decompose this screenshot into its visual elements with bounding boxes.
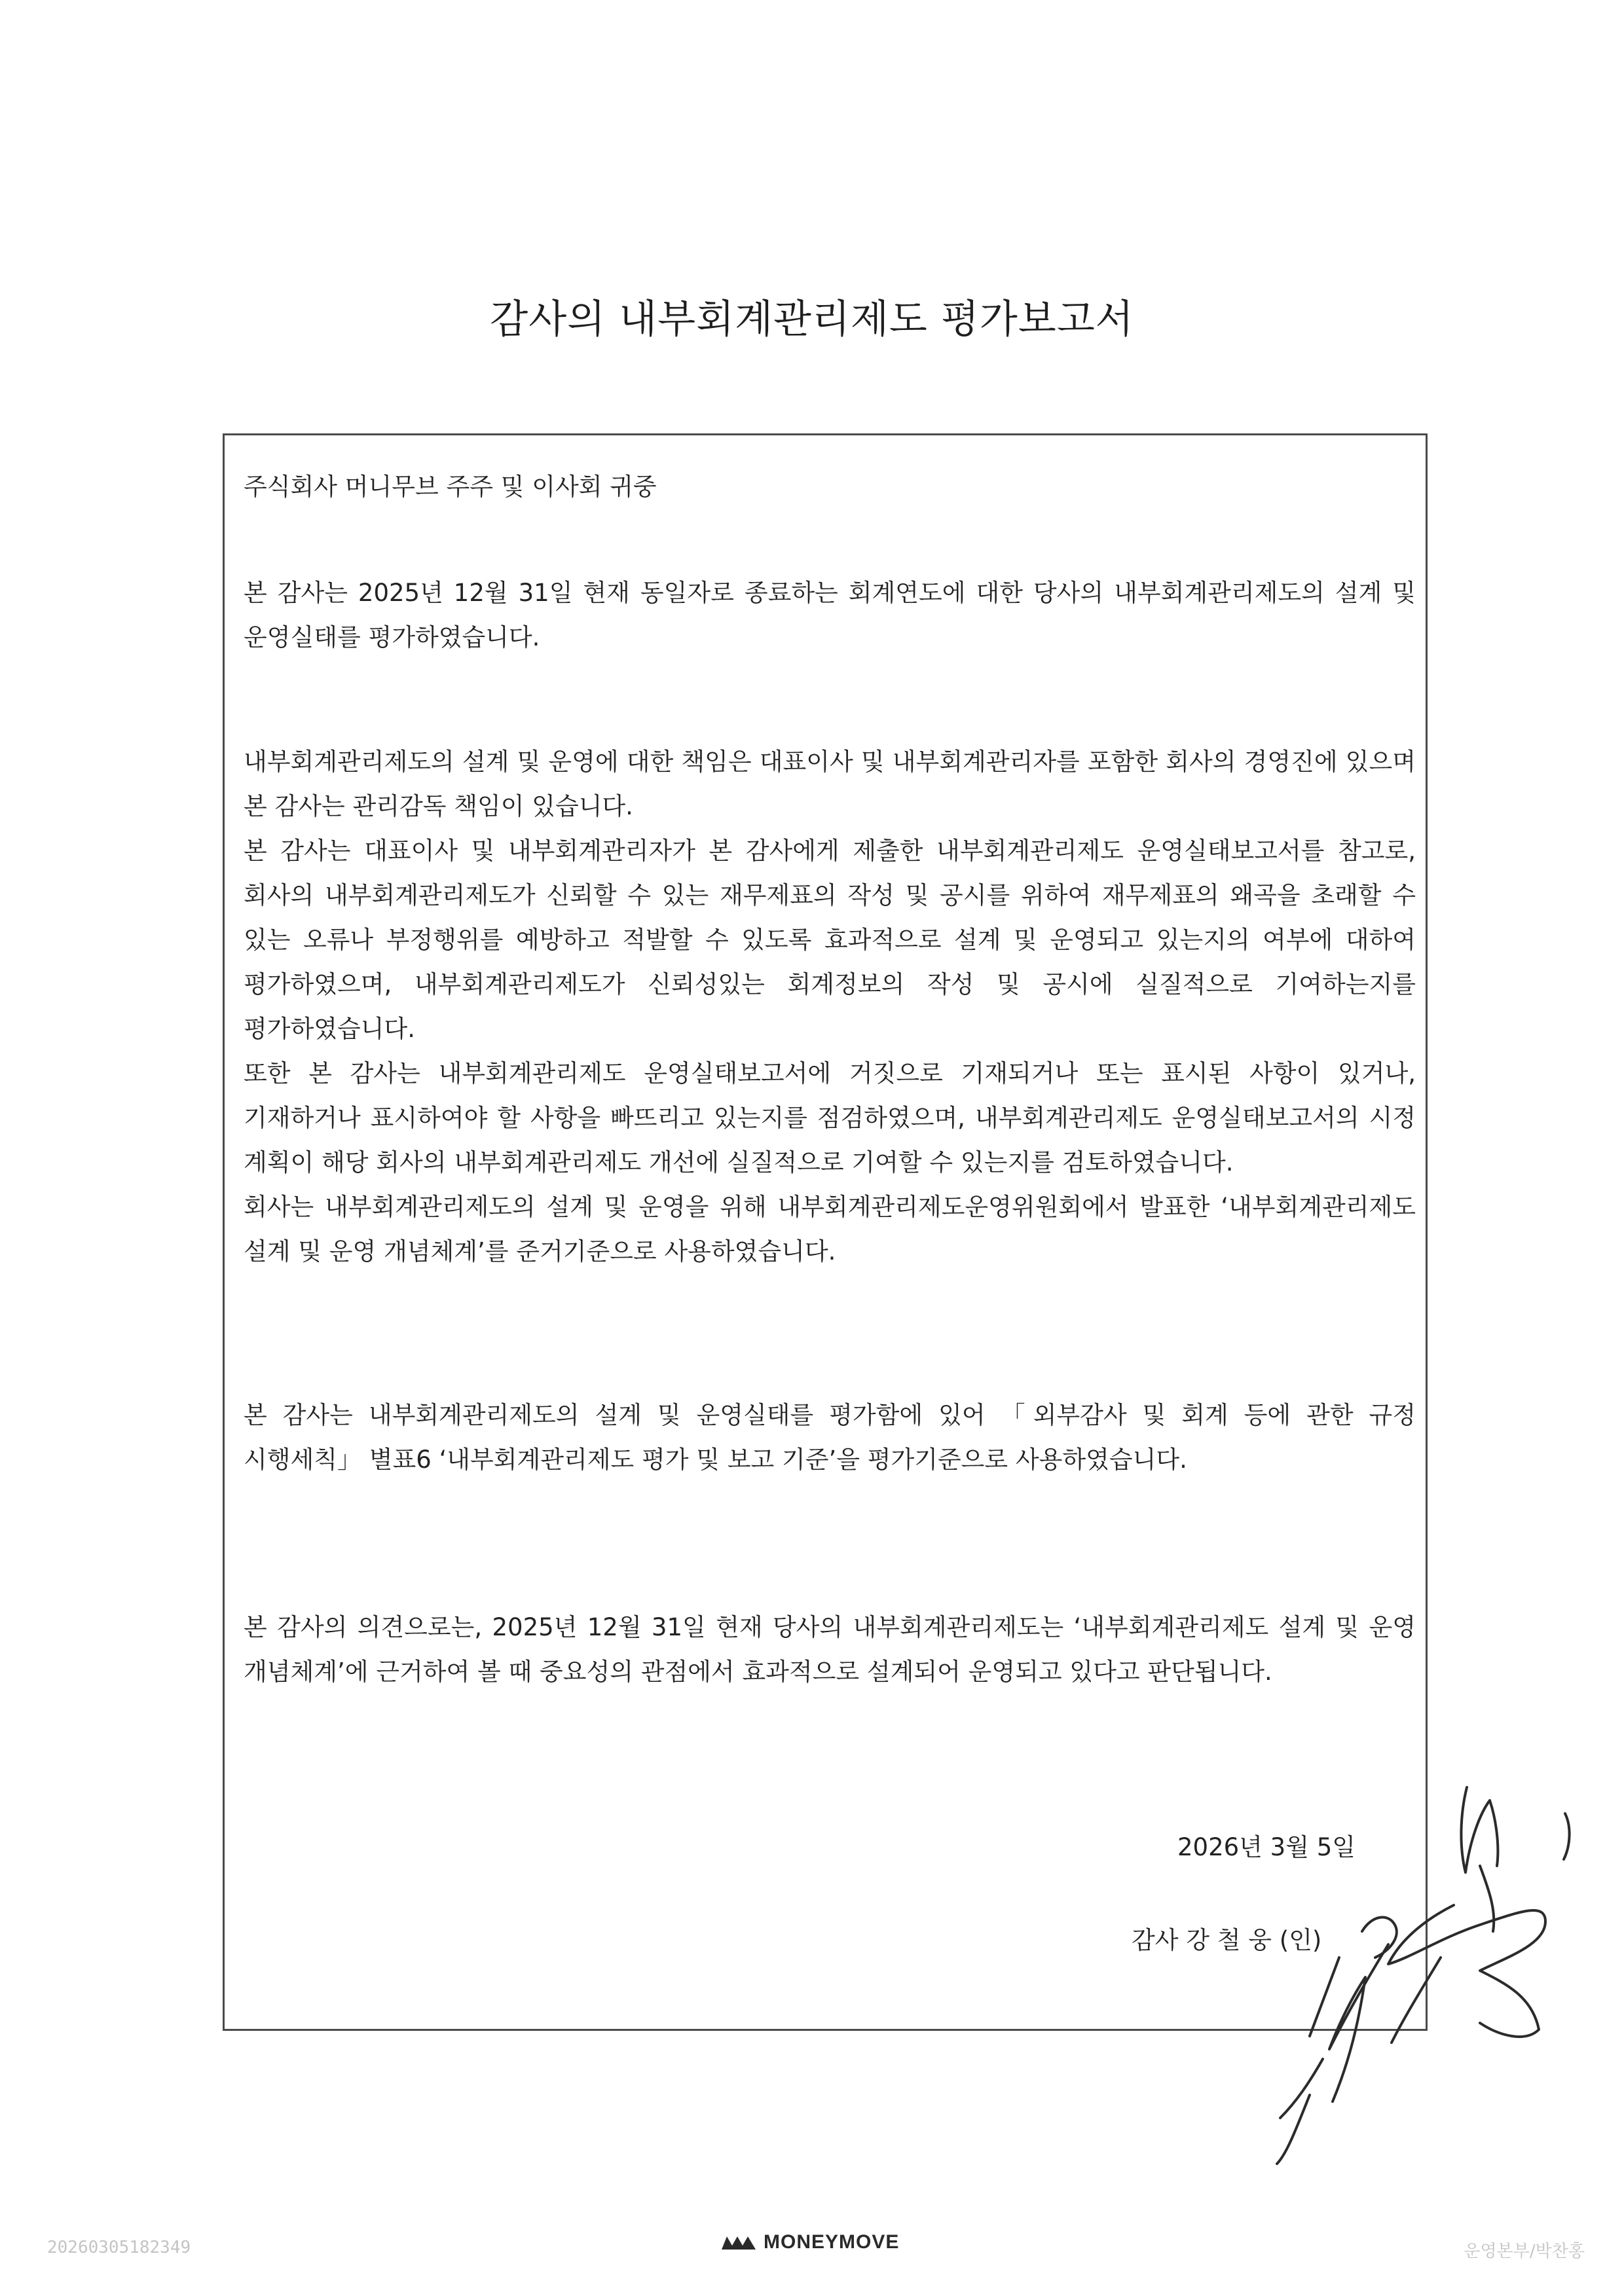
footer-document-number: 20260305182349 (47, 2238, 191, 2257)
paragraph-sentence: 회사는 내부회계관리제도의 설계 및 운영을 위해 내부회계관리제도운영위원회에서 발표한 ‘내부회계관리제도 설계 및 운영 개념체계’를 준거기준으로 사용하였습니다. (244, 1193, 1416, 1266)
document-title: 감사의 내부회계관리제도 평가보고서 (490, 297, 1134, 343)
footer-logo-text: MONEYMOVE (764, 2231, 900, 2253)
signer-line: 감사 강 철 웅 (인) (1132, 1926, 1322, 1954)
paragraph-sentence: 본 감사는 대표이사 및 내부회계관리자가 본 감사에게 제출한 내부회계관리제도 운영실태보고서를 참고로, 회사의 내부회계관리제도가 신뢰할 수 있는 재무제표의 작성 및 공시를 위하여 재무제표의 왜곡을 초래할 수 있는 오류나 부정행위를 예방하고 적발할 수 있도록 효과적으로 설계 및 운영되고 있는지의 여부에 대하여 평가하였으며, 내부회계관리제도가 신뢰성있는 회계정보의 작성 및 공시에 실질적으로 기여하는지를 평가하였습니다. (244, 837, 1416, 1043)
paragraph-criteria (244, 1393, 1416, 1482)
paragraph-sentence: 또한 본 감사는 내부회계관리제도 운영실태보고서에 거짓으로 기재되거나 또는 표시된 사항이 있거나, 기재하거나 표시하여야 할 사항을 빠뜨리고 있는지를 점검하였으며, 내부회계관리제도 운영실태보고서의 시정 계획이 해당 회사의 내부회계관리제도 개선에 실질적으로 기여할 수 있는지를 검토하였습니다. (244, 1059, 1416, 1176)
paragraph-opinion (244, 1605, 1416, 1694)
addressee-line: 주식회사 머니무브 주주 및 이사회 귀중 (244, 473, 657, 501)
footer-department: 운영본부/박찬홍 (1464, 2242, 1585, 2261)
paragraph-sentence: 내부회계관리제도의 설계 및 운영에 대한 책임은 대표이사 및 내부회계관리자를 포함한 회사의 경영진에 있으며 본 감사는 관리감독 책임이 있습니다. (244, 748, 1416, 820)
paragraph-responsibility (244, 740, 1416, 1274)
handwritten-signature-icon (1113, 1761, 1585, 2167)
paragraph-sentence: 본 감사는 2025년 12월 31일 현재 동일자로 종료하는 회계연도에 대한 당사의 내부회계관리제도의 설계 및 운영실태를 평가하였습니다. (244, 579, 1416, 651)
moneymove-logo-icon (720, 2232, 757, 2252)
paragraph-sentence: 본 감사는 내부회계관리제도의 설계 및 운영실태를 평가함에 있어 「외부감사 및 회계 등에 관한 규정 시행세칙」 별표6 ‘내부회계관리제도 평가 및 보고 기준’을 평가기준으로 사용하였습니다. (244, 1401, 1416, 1474)
paragraph-scope (244, 571, 1416, 660)
footer-logo (720, 2231, 899, 2253)
paragraph-sentence: 본 감사의 의견으로는, 2025년 12월 31일 현재 당사의 내부회계관리제도는 ‘내부회계관리제도 설계 및 운영 개념체계’에 근거하여 볼 때 중요성의 관점에서 효과적으로 설계되어 운영되고 있다고 판단됩니다. (244, 1613, 1416, 1686)
report-date: 2026년 3월 5일 (1177, 1833, 1356, 1861)
